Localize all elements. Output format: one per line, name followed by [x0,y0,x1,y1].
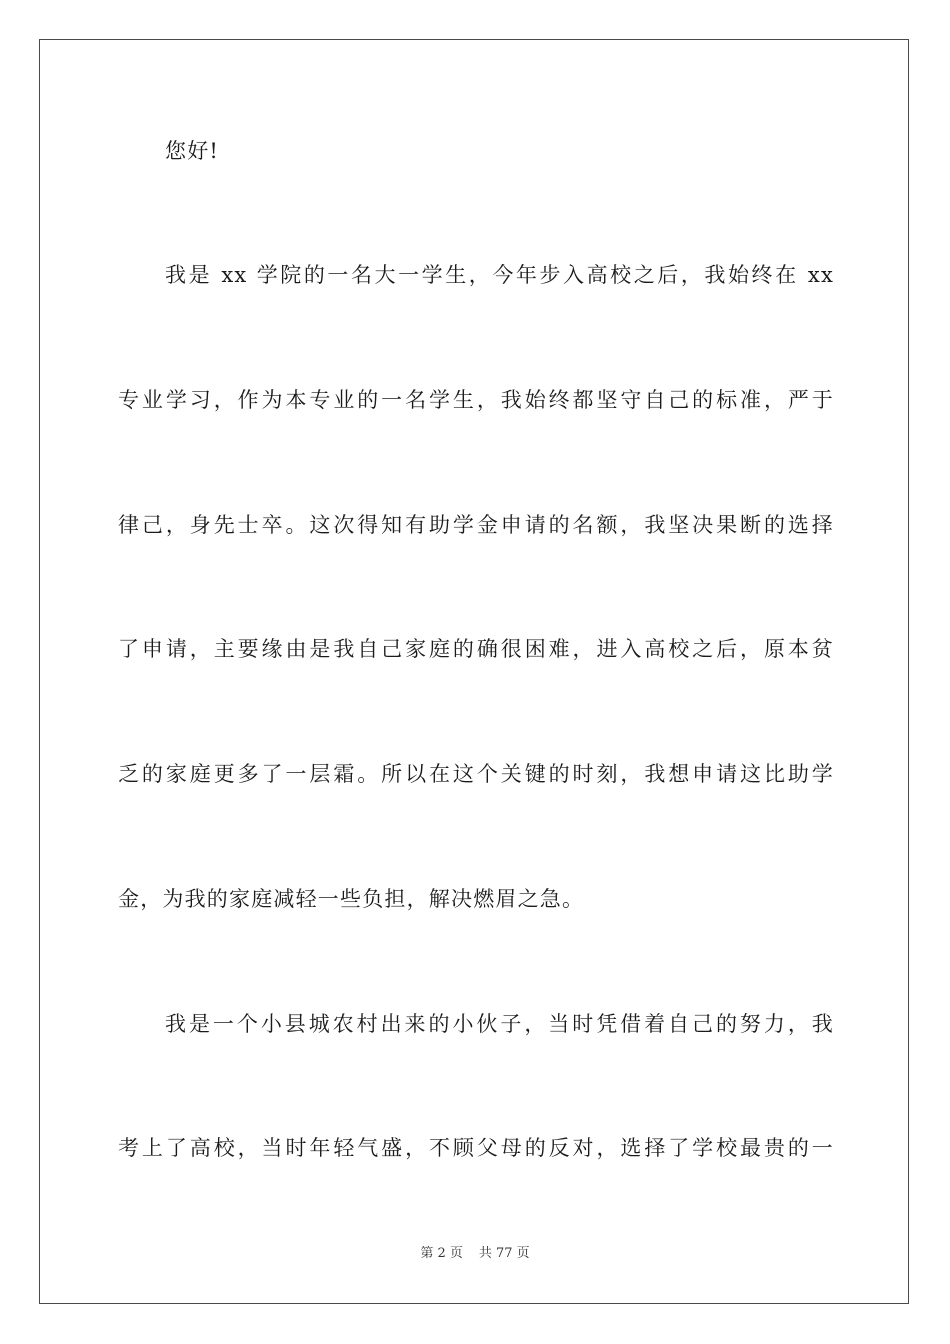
paragraph-line: 我是一个小县城农村出来的小伙子，当时凭借着自己的努力，我 [165,1012,834,1036]
paragraph-line: 考上了高校，当时年轻气盛，不顾父母的反对，选择了学校最贵的一 [118,1136,834,1160]
page-total: 共 77 页 [478,1246,530,1261]
paragraph-line: 金，为我的家庭减轻一些负担，解决燃眉之急。 [118,887,585,911]
greeting-line: 您好! [165,139,220,163]
paragraph-line: 专业学习，作为本专业的一名学生，我始终都坚守自己的标准，严于 [118,388,834,412]
page-footer [0,1245,950,1263]
paragraph-line: 我是 xx 学院的一名大一学生，今年步入高校之后，我始终在 xx [165,263,834,287]
paragraph-line: 律己，身先士卒。这次得知有助学金申请的名额，我坚决果断的选择 [118,513,834,537]
paragraph-line: 乏的家庭更多了一层霜。所以在这个关键的时刻，我想申请这比助学 [118,762,834,786]
page-number: 第 2 页 [420,1246,463,1261]
paragraph-line: 了申请，主要缘由是我自己家庭的确很困难，进入高校之后，原本贫 [118,637,834,661]
page-border [39,39,909,1304]
